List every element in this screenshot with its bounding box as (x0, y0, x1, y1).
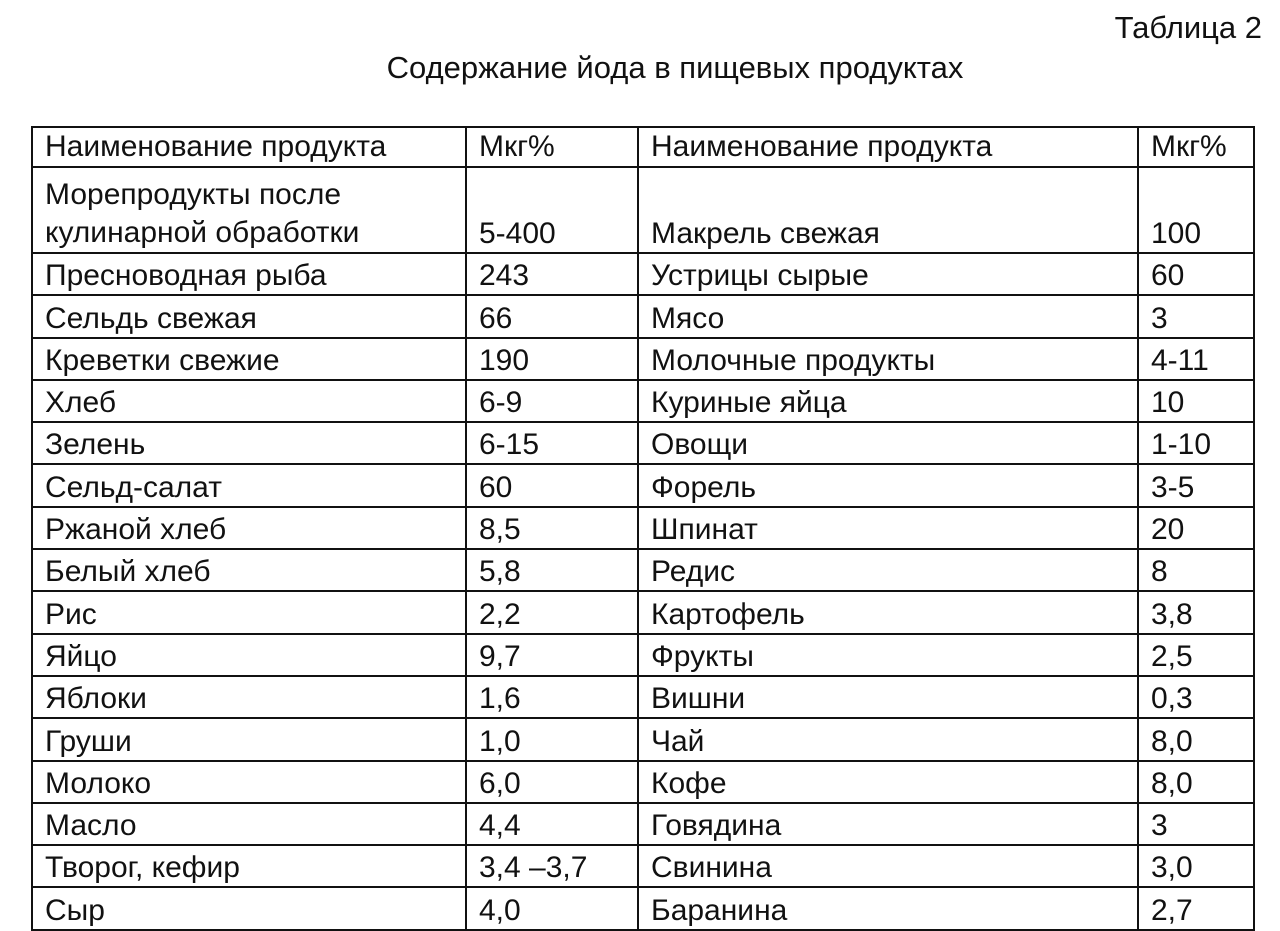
product-name-cell: Форель (638, 464, 1138, 506)
iodine-value-cell: 2,2 (466, 591, 638, 633)
iodine-value-cell: 6,0 (466, 761, 638, 803)
product-name-cell: Белый хлеб (32, 549, 466, 591)
iodine-value-cell: 2,5 (1138, 634, 1254, 676)
iodine-value-cell: 6-15 (466, 422, 638, 464)
iodine-value-cell: 3,4 –3,7 (466, 845, 638, 887)
product-name-cell: Сельдь свежая (32, 295, 466, 337)
iodine-content-table (31, 126, 1255, 931)
iodine-value-cell: 8 (1138, 549, 1254, 591)
iodine-value-cell: 243 (466, 253, 638, 295)
iodine-value-cell: 6-9 (466, 380, 638, 422)
product-name-cell: Яблоки (32, 676, 466, 718)
table-number-label: Таблица 2 (1114, 10, 1262, 45)
table-row (32, 845, 1254, 887)
table-header-row (32, 127, 1254, 167)
product-name-cell: Свинина (638, 845, 1138, 887)
iodine-value-cell: 10 (1138, 380, 1254, 422)
iodine-value-cell: 0,3 (1138, 676, 1254, 718)
product-name-cell: Молочные продукты (638, 338, 1138, 380)
table-row (32, 380, 1254, 422)
product-name-cell: Зелень (32, 422, 466, 464)
product-name-cell: Говядина (638, 803, 1138, 845)
product-name-cell: Сыр (32, 887, 466, 929)
iodine-value-cell: 100 (1138, 167, 1254, 253)
iodine-value-cell: 5-400 (466, 167, 638, 253)
table-row (32, 422, 1254, 464)
iodine-value-cell: 4,4 (466, 803, 638, 845)
iodine-value-cell: 3,0 (1138, 845, 1254, 887)
iodine-value-cell: 4-11 (1138, 338, 1254, 380)
product-name-cell: Творог, кефир (32, 845, 466, 887)
product-name-cell: Овощи (638, 422, 1138, 464)
table-row (32, 887, 1254, 929)
product-name-cell: Картофель (638, 591, 1138, 633)
product-name-cell: Шпинат (638, 507, 1138, 549)
page-title: Содержание йода в пищевых продуктах (386, 50, 964, 85)
product-name-cell: Молоко (32, 761, 466, 803)
iodine-value-cell: 66 (466, 295, 638, 337)
product-name-cell: Куриные яйца (638, 380, 1138, 422)
iodine-value-cell: 1,0 (466, 718, 638, 760)
header-product-name-right: Наименование продукта (638, 127, 1138, 167)
table-row (32, 591, 1254, 633)
table-row (32, 718, 1254, 760)
iodine-value-cell: 2,7 (1138, 887, 1254, 929)
product-name-cell: Чай (638, 718, 1138, 760)
product-name-cell: Мясо (638, 295, 1138, 337)
iodine-value-cell: 3 (1138, 803, 1254, 845)
iodine-value-cell: 190 (466, 338, 638, 380)
iodine-value-cell: 20 (1138, 507, 1254, 549)
product-name-cell: Редис (638, 549, 1138, 591)
iodine-value-cell: 8,0 (1138, 718, 1254, 760)
iodine-value-cell: 9,7 (466, 634, 638, 676)
iodine-value-cell: 3,8 (1138, 591, 1254, 633)
table-row (32, 167, 1254, 253)
product-name-cell: Креветки свежие (32, 338, 466, 380)
iodine-value-cell: 3 (1138, 295, 1254, 337)
iodine-value-cell: 4,0 (466, 887, 638, 929)
table-row (32, 253, 1254, 295)
iodine-value-cell: 3-5 (1138, 464, 1254, 506)
table-row (32, 634, 1254, 676)
iodine-value-cell: 8,0 (1138, 761, 1254, 803)
table-row (32, 338, 1254, 380)
table-row (32, 676, 1254, 718)
iodine-value-cell: 60 (466, 464, 638, 506)
product-name-cell: Сельд-салат (32, 464, 466, 506)
product-name-cell: Устрицы сырые (638, 253, 1138, 295)
table-row (32, 803, 1254, 845)
product-name-cell: Груши (32, 718, 466, 760)
product-name-cell: Пресноводная рыба (32, 253, 466, 295)
product-name-cell: Масло (32, 803, 466, 845)
header-mcg-left: Мкг% (466, 127, 638, 167)
product-name-cell: Вишни (638, 676, 1138, 718)
iodine-value-cell: 1,6 (466, 676, 638, 718)
header-product-name-left: Наименование продукта (32, 127, 466, 167)
iodine-value-cell: 1-10 (1138, 422, 1254, 464)
iodine-value-cell: 8,5 (466, 507, 638, 549)
iodine-value-cell: 60 (1138, 253, 1254, 295)
product-name-cell: Яйцо (32, 634, 466, 676)
table-row (32, 507, 1254, 549)
product-name-cell: Морепродукты после кулинарной обработки (32, 167, 466, 253)
product-name-cell: Кофе (638, 761, 1138, 803)
header-mcg-right: Мкг% (1138, 127, 1254, 167)
product-name-cell: Фрукты (638, 634, 1138, 676)
product-name-cell: Рис (32, 591, 466, 633)
table-row (32, 761, 1254, 803)
iodine-value-cell: 5,8 (466, 549, 638, 591)
table-row (32, 549, 1254, 591)
product-name-cell: Хлеб (32, 380, 466, 422)
product-name-cell: Макрель свежая (638, 167, 1138, 253)
product-name-cell: Баранина (638, 887, 1138, 929)
product-name-cell: Ржаной хлеб (32, 507, 466, 549)
table-row (32, 295, 1254, 337)
table-row (32, 464, 1254, 506)
